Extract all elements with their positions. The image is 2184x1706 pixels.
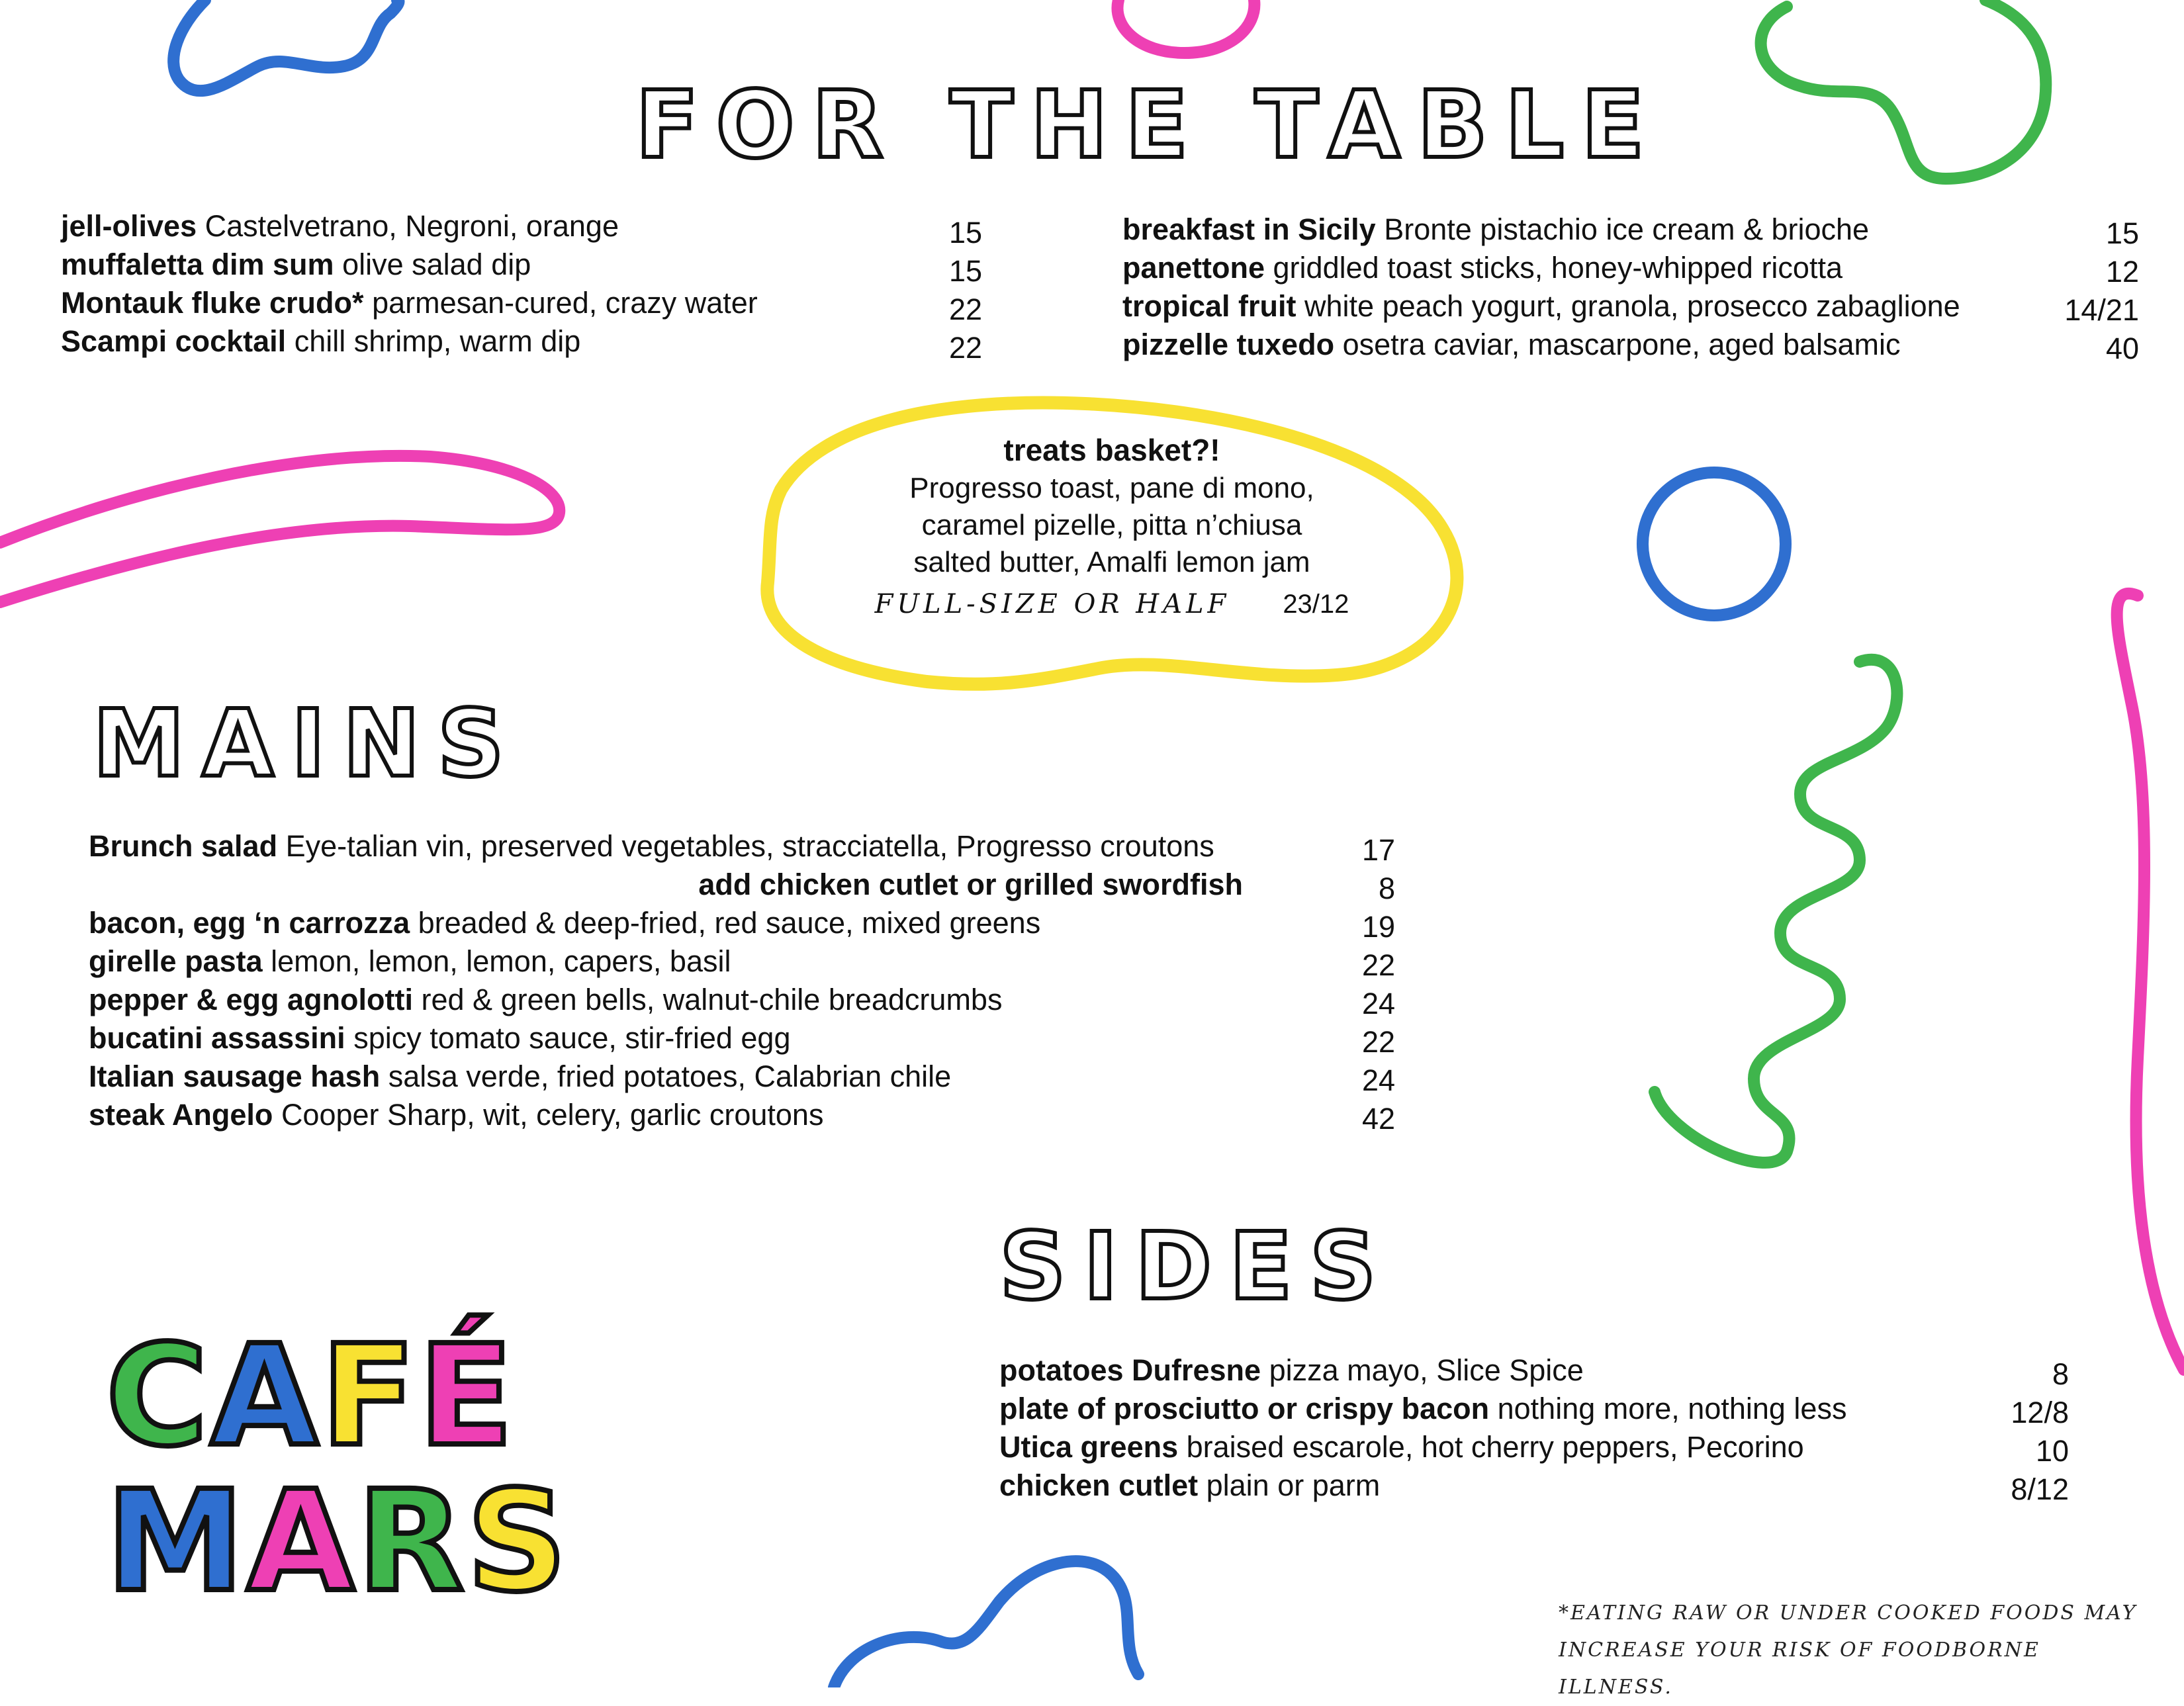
menu-item xyxy=(1122,249,2139,287)
addon-name: add chicken cutlet or grilled swordfish xyxy=(698,868,1243,901)
item-description: parmesan-cured, crazy water xyxy=(372,286,758,320)
logo-letter: M xyxy=(106,1460,247,1623)
pink-tall-curve-doodle xyxy=(2117,594,2184,1370)
menu-item xyxy=(1122,326,2139,364)
item-name: pepper & egg agnolotti xyxy=(89,983,413,1016)
item-description: osetra caviar, mascarpone, aged balsamic xyxy=(1342,328,1901,361)
mains-heading: MAINS xyxy=(93,690,522,798)
item-price: 12/8 xyxy=(2011,1396,2069,1429)
item-description: griddled toast sticks, honey-whipped ricotta xyxy=(1273,251,1843,285)
menu-item xyxy=(999,1466,2069,1505)
item-price: 10 xyxy=(2035,1434,2069,1468)
item-price: 22 xyxy=(1361,1025,1395,1059)
item-name: girelle pasta xyxy=(89,944,263,978)
green-blob-doodle-top xyxy=(1761,0,2046,179)
menu-item xyxy=(89,942,1395,981)
item-name: breakfast in Sicily xyxy=(1122,212,1376,246)
menu-item xyxy=(1122,287,2139,326)
item-description: nothing more, nothing less xyxy=(1497,1392,1847,1425)
logo-letter: F xyxy=(320,1315,419,1477)
item-name: pizzelle tuxedo xyxy=(1122,328,1335,361)
blue-ring-doodle xyxy=(1643,472,1786,615)
item-price: 14/21 xyxy=(2064,293,2139,327)
item-price: 22 xyxy=(948,331,982,365)
item-description: Cooper Sharp, wit, celery, garlic croutons xyxy=(281,1098,824,1132)
item-name: bacon, egg ‘n carrozza xyxy=(89,906,410,940)
menu-item xyxy=(89,904,1395,942)
for-the-table-heading: FOR THE TABLE xyxy=(635,71,1662,179)
sides-list xyxy=(999,1351,2069,1505)
item-name: panettone xyxy=(1122,251,1265,285)
menu-item xyxy=(999,1428,2069,1466)
for-the-table-left-list xyxy=(61,207,982,365)
disclaimer-line: *EATING RAW OR UNDER COOKED FOODS MAY xyxy=(1559,1601,2138,1625)
treats-title: treats basket?! xyxy=(1003,433,1220,467)
logo-letter: S xyxy=(467,1460,570,1623)
treats-basket-callout xyxy=(860,430,1363,627)
item-description: Eye-talian vin, preserved vegetables, stracciatella, Progresso croutons xyxy=(285,829,1214,863)
item-description: white peach yogurt, granola, prosecco zabaglione xyxy=(1304,289,1960,323)
logo-letter: A xyxy=(210,1315,321,1477)
raw-food-disclaimer xyxy=(1559,1595,2154,1706)
item-name: Scampi cocktail xyxy=(61,324,287,358)
pink-ring-doodle-top xyxy=(1117,0,1254,53)
for-the-table-right-list xyxy=(1122,210,2139,364)
item-price: 8 xyxy=(1378,872,1395,905)
item-price: 8/12 xyxy=(2011,1472,2069,1506)
item-name: plate of prosciutto or crispy bacon xyxy=(999,1392,1490,1425)
menu-item xyxy=(89,1057,1395,1096)
item-name: muffaletta dim sum xyxy=(61,247,334,281)
item-name: Utica greens xyxy=(999,1430,1179,1464)
menu-addon xyxy=(89,866,1395,904)
treats-size-row xyxy=(860,581,1363,627)
item-name: potatoes Dufresne xyxy=(999,1353,1261,1387)
item-name: Brunch salad xyxy=(89,829,278,863)
cafe-mars-logo xyxy=(106,1315,570,1623)
menu-item xyxy=(999,1351,2069,1390)
item-price: 15 xyxy=(948,216,982,249)
treats-line: caramel pizelle, pitta n’chiusa xyxy=(921,509,1302,541)
item-description: braised escarole, hot cherry peppers, Pecorino xyxy=(1186,1430,1804,1464)
blue-cloud-doodle-bottom xyxy=(834,1561,1138,1687)
item-name: jell-olives xyxy=(61,209,197,243)
logo-letter: C xyxy=(106,1315,211,1477)
item-price: 42 xyxy=(1361,1102,1395,1136)
logo-letter: A xyxy=(246,1460,357,1623)
item-name: bucatini assassini xyxy=(89,1021,345,1055)
item-price: 17 xyxy=(1361,833,1395,867)
item-description: breaded & deep-fried, red sauce, mixed greens xyxy=(418,906,1041,940)
treats-line: Progresso toast, pane di mono, xyxy=(909,472,1314,504)
green-zigzag-doodle xyxy=(1655,660,1897,1163)
item-price: 12 xyxy=(2105,255,2139,289)
menu-item xyxy=(61,284,982,326)
menu-item xyxy=(61,207,982,249)
item-description: olive salad dip xyxy=(342,247,531,281)
menu-item xyxy=(61,322,982,365)
item-price: 15 xyxy=(2105,216,2139,250)
item-description: Bronte pistachio ice cream & brioche xyxy=(1384,212,1870,246)
pink-wave-doodle-left xyxy=(0,456,559,602)
sides-heading: SIDES xyxy=(999,1213,1394,1321)
item-description: Castelvetrano, Negroni, orange xyxy=(205,209,619,243)
menu-item xyxy=(89,1096,1395,1134)
item-price: 40 xyxy=(2105,332,2139,365)
item-description: spicy tomato sauce, stir-fried egg xyxy=(353,1021,791,1055)
item-price: 22 xyxy=(1361,948,1395,982)
mains-list xyxy=(89,827,1395,1134)
item-price: 22 xyxy=(948,292,982,326)
menu-item xyxy=(1122,210,2139,249)
item-name: tropical fruit xyxy=(1122,289,1297,323)
blue-cloud-doodle-top xyxy=(173,0,398,91)
logo-line-cafe xyxy=(106,1315,569,1477)
item-price: 24 xyxy=(1361,1063,1395,1097)
item-name: steak Angelo xyxy=(89,1098,273,1132)
item-price: 15 xyxy=(948,254,982,288)
treats-price: 23/12 xyxy=(1283,590,1349,619)
item-description: plain or parm xyxy=(1206,1468,1381,1502)
item-price: 19 xyxy=(1361,910,1395,944)
menu-item xyxy=(89,981,1395,1019)
logo-line-mars xyxy=(106,1460,570,1623)
item-name: Italian sausage hash xyxy=(89,1059,381,1093)
item-description: salsa verde, fried potatoes, Calabrian chile xyxy=(388,1059,952,1093)
treats-line: salted butter, Amalfi lemon jam xyxy=(913,546,1310,578)
disclaimer-line: INCREASE YOUR RISK OF FOODBORNE ILLNESS. xyxy=(1559,1639,2040,1699)
menu-item xyxy=(89,1019,1395,1057)
logo-letter: É xyxy=(418,1315,516,1477)
logo-letter: R xyxy=(357,1460,467,1623)
item-description: chill shrimp, warm dip xyxy=(294,324,581,358)
item-description: lemon, lemon, lemon, capers, basil xyxy=(271,944,731,978)
item-price: 24 xyxy=(1361,987,1395,1020)
menu-item xyxy=(999,1390,2069,1428)
treats-size-label: FULL-SIZE OR HALF xyxy=(874,589,1230,619)
item-price: 8 xyxy=(2052,1357,2069,1391)
item-description: red & green bells, walnut-chile breadcrumbs xyxy=(421,983,1003,1016)
item-name: chicken cutlet xyxy=(999,1468,1199,1502)
item-name: Montauk fluke crudo* xyxy=(61,286,364,320)
menu-item xyxy=(61,246,982,288)
menu-item xyxy=(89,827,1395,866)
item-description: pizza mayo, Slice Spice xyxy=(1269,1353,1584,1387)
